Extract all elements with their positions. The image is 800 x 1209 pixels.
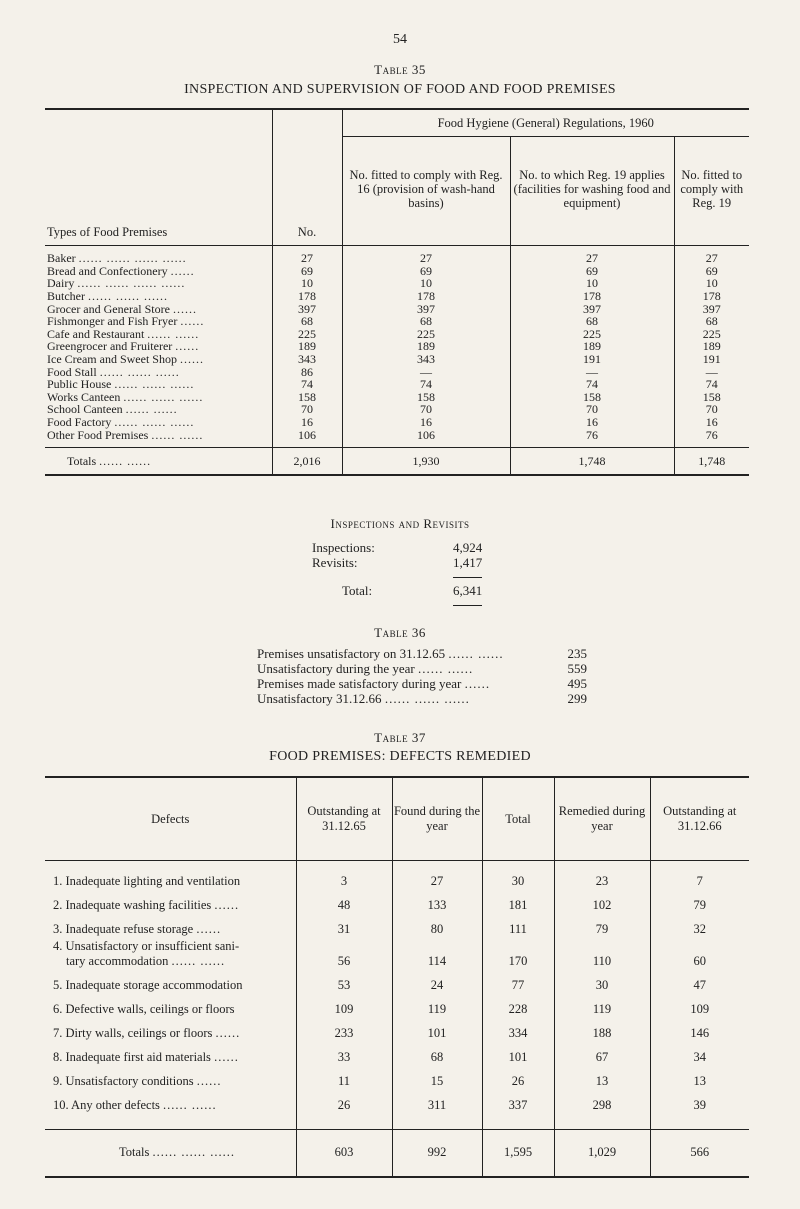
premises-type-label: Bread and Confectionery [47,263,168,278]
spacer-cell [554,1115,650,1130]
reg19-applies-cell: 397 [510,302,674,315]
total-cell: 334 [482,1019,554,1043]
spacer-cell [392,1115,482,1130]
reg19-applies-cell: 27 [510,246,674,265]
total-outstanding-start-cell: 603 [296,1130,392,1178]
reg16-cell: — [342,365,510,378]
outstanding-start-cell: 31 [296,915,392,939]
defect-label: 5. Inadequate storage accommodation [53,978,243,992]
number-cell: 74 [272,378,342,391]
premises-type-cell [45,246,272,265]
defect-label: 1. Inadequate lighting and ventilation [53,874,241,888]
total-cell: 26 [482,1067,554,1091]
number-cell: 70 [272,403,342,416]
premises-type-label: School Canteen [47,402,123,417]
defect-cell [45,971,296,995]
total-reg19-applies-cell: 1,748 [510,447,674,475]
reg19-fitted-cell: 397 [674,302,749,315]
col-header-reg16: No. fitted to comply with Reg. 16 (provision of wash-hand basins) [342,137,510,246]
outstanding-start-cell: 233 [296,1019,392,1043]
outstanding-end-cell: 13 [650,1067,749,1091]
reg19-applies-cell: 70 [510,403,674,416]
reg16-cell: 189 [342,340,510,353]
table-row [45,353,749,366]
table-row [45,315,749,328]
number-cell: 10 [272,277,342,290]
premises-type-label: Fishmonger and Fish Fryer [47,314,178,329]
leader-dots: ...... ...... ...... [114,377,195,392]
outstanding-start-cell: 48 [296,891,392,915]
total-remedied-cell: 1,029 [554,1130,650,1178]
number-cell: 16 [272,416,342,429]
total-cell: 30 [482,867,554,891]
leader-dots: ...... [170,263,195,278]
table37 [45,776,749,1178]
defect-cell [45,867,296,891]
reg19-applies-cell: 16 [510,416,674,429]
table35-caption: Table 35 [374,62,426,77]
table-row [45,428,749,447]
totals-label-cell [45,447,272,475]
reg19-applies-cell: 68 [510,315,674,328]
number-cell: 69 [272,265,342,278]
leader-dots: ...... ...... [99,453,152,468]
premises-type-cell [45,290,272,303]
found-cell: 311 [392,1091,482,1115]
totals-row [45,447,749,475]
reg16-cell: 225 [342,328,510,341]
number-cell: 27 [272,246,342,265]
total-cell: 77 [482,971,554,995]
leader-dots: ...... [179,352,204,367]
number-cell: 343 [272,353,342,366]
premises-type-label: Grocer and General Store [47,301,170,316]
premises-type-cell [45,378,272,391]
premises-type-cell [45,328,272,341]
leader-dots: ...... ...... [163,1098,217,1112]
defect-label: 9. Unsatisfactory conditions [53,1074,194,1088]
leader-dots: ...... ...... ...... [114,415,195,430]
table-row [45,290,749,303]
found-cell: 133 [392,891,482,915]
group-header-regulations: Food Hygiene (General) Regulations, 1960 [342,109,749,137]
col-header-remedied: Remedied during year [554,777,650,861]
remedied-cell: 102 [554,891,650,915]
table-row [45,971,749,995]
leader-dots: ...... ...... ...... ...... [77,276,186,291]
table36-row [257,691,587,707]
totals-label-cell [45,1130,296,1178]
totals-row [45,1130,749,1178]
total-reg16-cell: 1,930 [342,447,510,475]
premises-type-cell [45,353,272,366]
table37-caption: Table 37 [374,730,426,745]
col-header-outstanding-start: Outstanding at 31.12.65 [296,777,392,861]
defect-label: 2. Inadequate washing facilities [53,898,212,912]
table-row [45,246,749,265]
reg19-fitted-cell: — [674,365,749,378]
table-row [45,403,749,416]
reg16-cell: 69 [342,265,510,278]
outstanding-end-cell: 79 [650,891,749,915]
premises-type-cell [45,340,272,353]
total-value: 6,341 [453,583,482,606]
leader-dots: ...... ...... [147,326,200,341]
defect-label-line2: tary accommodation [66,954,169,968]
col-header-outstanding-end: Outstanding at 31.12.66 [650,777,749,861]
table-row [45,340,749,353]
table-row [45,915,749,939]
col-header-types: Types of Food Premises [45,109,272,246]
outstanding-end-cell: 39 [650,1091,749,1115]
total-cell: 228 [482,995,554,1019]
leader-dots: ...... ...... [171,954,226,968]
table-row [45,265,749,278]
col-header-found: Found during the year [392,777,482,861]
reg19-applies-cell: 69 [510,265,674,278]
premises-type-label: Public House [47,377,112,392]
premises-type-label: Food Stall [47,364,97,379]
outstanding-start-cell: 3 [296,867,392,891]
number-cell: 86 [272,365,342,378]
outstanding-start-cell: 33 [296,1043,392,1067]
leader-dots: ...... [180,314,205,329]
total-outstanding-end-cell: 566 [650,1130,749,1178]
table36-label: Premises unsatisfactory on 31.12.65 [257,646,446,661]
table36-row [257,646,587,662]
premises-type-cell [45,391,272,404]
reg16-cell: 70 [342,403,510,416]
outstanding-start-cell: 26 [296,1091,392,1115]
reg16-cell: 397 [342,302,510,315]
leader-dots: ...... ...... [418,661,474,676]
table36-row [257,661,587,677]
remedied-cell: 119 [554,995,650,1019]
reg19-fitted-cell: 178 [674,290,749,303]
reg19-applies-cell: — [510,365,674,378]
col-header-defects: Defects [45,777,296,861]
premises-type-label: Baker [47,251,76,266]
reg19-applies-cell: 74 [510,378,674,391]
table-row [45,939,749,971]
found-cell: 101 [392,1019,482,1043]
table36-caption: Table 36 [374,625,426,640]
remedied-cell: 13 [554,1067,650,1091]
col-header-reg19-applies: No. to which Reg. 19 applies (facilities for washing food and equipment) [510,137,674,246]
total-found-cell: 992 [392,1130,482,1178]
table35-title: INSPECTION AND SUPERVISION OF FOOD AND FOOD PREMISES [184,82,616,97]
found-cell: 114 [392,939,482,971]
table36-label: Unsatisfactory 31.12.66 [257,691,382,706]
number-cell: 158 [272,391,342,404]
number-cell: 68 [272,315,342,328]
reg19-applies-cell: 225 [510,328,674,341]
table35 [45,108,749,476]
premises-type-cell [45,265,272,278]
total-cell: 337 [482,1091,554,1115]
leader-dots: ...... ...... ...... ...... [78,251,187,266]
table-row [45,302,749,315]
defect-cell [45,891,296,915]
leader-dots: ...... ...... [448,646,504,661]
defect-cell [45,1043,296,1067]
leader-dots: ...... ...... [125,402,178,417]
reg16-cell: 16 [342,416,510,429]
reg19-fitted-cell: 68 [674,315,749,328]
total-label: Total: [342,583,373,598]
premises-type-cell [45,365,272,378]
leader-dots: ...... [214,1050,239,1064]
table36-value: 299 [567,691,587,706]
col-header-total: Total [482,777,554,861]
table-row [45,995,749,1019]
leader-dots: ...... [172,301,197,316]
table36-label: Unsatisfactory during the year [257,661,415,676]
leader-dots: ...... [175,339,200,354]
reg19-fitted-cell: 225 [674,328,749,341]
table-row [45,277,749,290]
inspections-title: Inspections and Revisits [330,516,470,531]
leader-dots: ...... [214,898,240,912]
outstanding-start-cell: 109 [296,995,392,1019]
found-cell: 119 [392,995,482,1019]
grand-total-cell: 1,595 [482,1130,554,1178]
defect-label-cont [53,954,296,969]
leader-dots: ...... ...... ...... [152,1144,235,1159]
outstanding-end-cell: 60 [650,939,749,971]
table36-value: 235 [567,646,587,661]
table-row [45,391,749,404]
number-cell: 178 [272,290,342,303]
remedied-cell: 23 [554,867,650,891]
inspections-value: 4,924 [453,540,483,555]
premises-type-cell [45,416,272,429]
leader-dots: ...... [464,676,491,691]
premises-type-cell [45,403,272,416]
remedied-cell: 79 [554,915,650,939]
defect-cell [45,995,296,1019]
premises-type-label: Greengrocer and Fruiterer [47,339,173,354]
premises-type-label: Dairy [47,276,75,291]
spacer-cell [45,1115,296,1130]
outstanding-end-cell: 7 [650,867,749,891]
defect-cell [45,1019,296,1043]
reg19-applies-cell: 178 [510,290,674,303]
remedied-cell: 110 [554,939,650,971]
found-cell: 15 [392,1067,482,1091]
table-row [45,378,749,391]
revisits-label: Revisits: [312,555,358,570]
reg19-applies-cell: 76 [510,428,674,447]
outstanding-start-cell: 56 [296,939,392,971]
number-cell: 397 [272,302,342,315]
inspections-label: Inspections: [312,540,375,555]
defect-label: 3. Inadequate refuse storage [53,922,194,936]
outstanding-end-cell: 34 [650,1043,749,1067]
defect-cell [45,1091,296,1115]
leader-dots: ...... [196,922,222,936]
leader-dots: ...... ...... ...... [99,364,180,379]
table-row [45,416,749,429]
premises-type-label: Other Food Premises [47,427,149,442]
number-cell: 106 [272,428,342,447]
premises-type-cell [45,277,272,290]
total-cell: 181 [482,891,554,915]
outstanding-start-cell: 11 [296,1067,392,1091]
reg16-cell: 106 [342,428,510,447]
table-row [45,365,749,378]
table36-label: Premises made satisfactory during year [257,676,462,691]
reg19-fitted-cell: 189 [674,340,749,353]
reg19-fitted-cell: 16 [674,416,749,429]
table37-title: FOOD PREMISES: DEFECTS REMEDIED [269,749,531,764]
defect-label: 7. Dirty walls, ceilings or floors [53,1026,213,1040]
total-cell: 111 [482,915,554,939]
defect-cell [45,1067,296,1091]
premises-type-label: Food Factory [47,415,112,430]
outstanding-end-cell: 109 [650,995,749,1019]
premises-type-label: Butcher [47,289,85,304]
reg16-cell: 10 [342,277,510,290]
number-cell: 225 [272,328,342,341]
remedied-cell: 298 [554,1091,650,1115]
leader-dots: ...... ...... ...... [384,691,470,706]
reg19-fitted-cell: 158 [674,391,749,404]
reg16-cell: 343 [342,353,510,366]
reg16-cell: 68 [342,315,510,328]
found-cell: 80 [392,915,482,939]
reg19-applies-cell: 189 [510,340,674,353]
reg19-fitted-cell: 70 [674,403,749,416]
table36-row [257,676,587,692]
outstanding-end-cell: 32 [650,915,749,939]
remedied-cell: 30 [554,971,650,995]
total-number-cell: 2,016 [272,447,342,475]
table-row [45,1043,749,1067]
found-cell: 27 [392,867,482,891]
reg16-cell: 178 [342,290,510,303]
premises-type-cell [45,302,272,315]
found-cell: 24 [392,971,482,995]
leader-dots: ...... ...... ...... [123,389,204,404]
spacer-row [45,1115,749,1130]
totals-label: Totals [67,453,97,468]
table-row [45,1067,749,1091]
reg19-fitted-cell: 191 [674,353,749,366]
page-number: 54 [393,32,407,47]
reg16-cell: 27 [342,246,510,265]
defect-label: 6. Defective walls, ceilings or floors [53,1002,235,1016]
spacer-cell [296,1115,392,1130]
reg19-fitted-cell: 76 [674,428,749,447]
revisits-value: 1,417 [453,555,482,578]
reg19-fitted-cell: 69 [674,265,749,278]
spacer-cell [482,1115,554,1130]
table-row [45,1091,749,1115]
table36-value: 559 [567,661,587,676]
total-reg19-fitted-cell: 1,748 [674,447,749,475]
reg19-applies-cell: 158 [510,391,674,404]
reg19-applies-cell: 10 [510,277,674,290]
reg19-fitted-cell: 10 [674,277,749,290]
totals-label: Totals [119,1144,150,1159]
table-row [45,328,749,341]
col-header-no: No. [272,109,342,246]
table-row [45,891,749,915]
premises-type-cell [45,428,272,447]
found-cell: 68 [392,1043,482,1067]
outstanding-start-cell: 53 [296,971,392,995]
leader-dots: ...... ...... ...... [88,289,168,304]
leader-dots: ...... [196,1074,222,1088]
reg16-cell: 158 [342,391,510,404]
remedied-cell: 188 [554,1019,650,1043]
col-header-reg19-fitted: No. fitted to comply with Reg. 19 [674,137,749,246]
spacer-cell [650,1115,749,1130]
premises-type-label: Ice Cream and Sweet Shop [47,352,177,367]
reg19-fitted-cell: 74 [674,378,749,391]
total-cell: 170 [482,939,554,971]
defect-label: 4. Unsatisfactory or insufficient sani- [53,939,240,953]
defect-cell [45,939,296,971]
outstanding-end-cell: 47 [650,971,749,995]
defect-label: 10. Any other defects [53,1098,160,1112]
reg19-fitted-cell: 27 [674,246,749,265]
premises-type-label: Cafe and Restaurant [47,326,145,341]
number-cell: 189 [272,340,342,353]
table-row [45,1019,749,1043]
defect-cell [45,915,296,939]
total-cell: 101 [482,1043,554,1067]
premises-type-label: Works Canteen [47,389,121,404]
leader-dots: ...... [215,1026,241,1040]
reg16-cell: 74 [342,378,510,391]
outstanding-end-cell: 146 [650,1019,749,1043]
leader-dots: ...... ...... [151,427,204,442]
table-row [45,867,749,891]
remedied-cell: 67 [554,1043,650,1067]
table36-value: 495 [567,676,587,691]
reg19-applies-cell: 191 [510,353,674,366]
defect-label: 8. Inadequate first aid materials [53,1050,211,1064]
premises-type-cell [45,315,272,328]
